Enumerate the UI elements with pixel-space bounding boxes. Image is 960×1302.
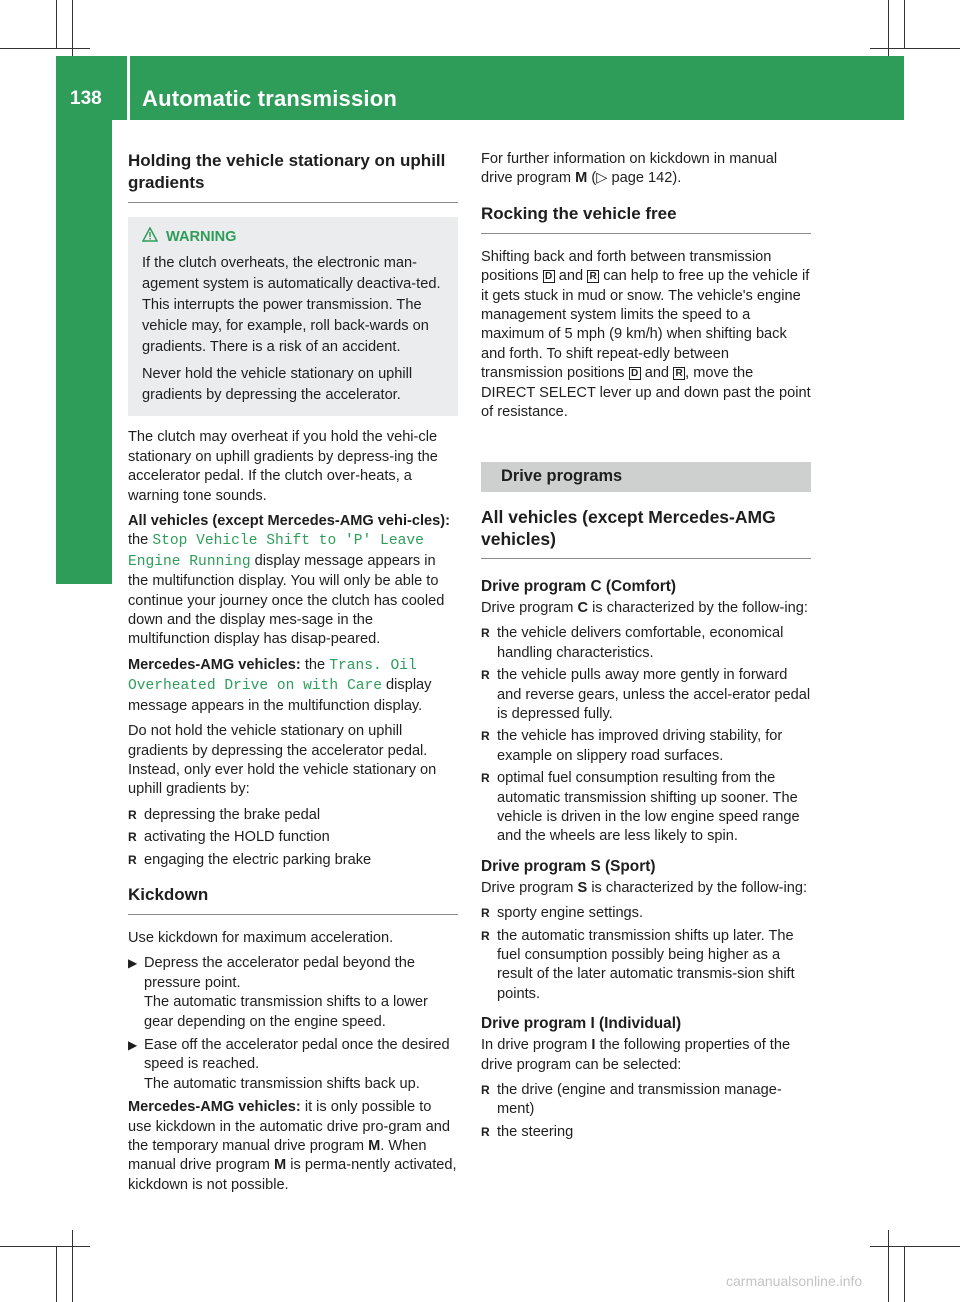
warning-box xyxy=(128,217,458,416)
program-letter: M xyxy=(368,1138,381,1154)
step-result: The automatic transmission shifts to a lower gear depending on the engine speed. xyxy=(144,994,428,1030)
step-text: Ease off the accelerator pedal once the desired speed is reached. xyxy=(144,1036,450,1073)
text: the xyxy=(304,656,326,673)
paragraph xyxy=(128,512,458,650)
section-title-all-vehicles: All vehicles (except Mercedes-AMG vehicles) xyxy=(481,506,776,549)
list-item: R depressing the brake pedal xyxy=(128,806,458,825)
text: and xyxy=(644,365,670,382)
page-title: Automatic transmission xyxy=(142,86,398,111)
program-letter: C xyxy=(577,599,589,616)
paragraph xyxy=(481,248,811,423)
text: Drive program xyxy=(481,879,574,896)
text: , move the DIRECT SELECT lever up and down past the point of resistance. xyxy=(481,365,811,421)
header-divider xyxy=(127,56,130,120)
section-title-holding: Holding the vehicle stationary on uphill gradients xyxy=(128,151,446,192)
text: and xyxy=(558,268,584,285)
crop-mark xyxy=(72,1230,73,1302)
subsection-title-comfort: Drive program C (Comfort) xyxy=(481,577,676,595)
page-reference: (▷ page 142). xyxy=(591,170,682,187)
program-letter: S xyxy=(577,879,588,896)
side-tab-label: Driving and parking xyxy=(84,322,111,548)
text: Shifting back and forth between transmission positions xyxy=(481,248,772,285)
text: is perma-nently activated, kickdown is not possible. xyxy=(128,1157,457,1193)
right-column xyxy=(481,150,811,1148)
crop-mark xyxy=(56,1246,57,1302)
text: is characterized by the follow-ing: xyxy=(591,879,808,896)
step-arrow-icon: ▶ xyxy=(128,956,138,971)
warning-text: Never hold the vehicle stationary on uphill gradients by depressing the accelerator. xyxy=(142,366,413,404)
list-item: R the drive (engine and transmission manage-ment) xyxy=(481,1081,811,1120)
list-item: R activating the HOLD function xyxy=(128,828,458,847)
text: the following properties of the drive program can be selected: xyxy=(481,1037,791,1073)
instruction-step xyxy=(128,1036,458,1094)
section-title-rocking: Rocking the vehicle free xyxy=(481,203,677,223)
crop-mark xyxy=(904,1246,905,1302)
bullet-list xyxy=(481,1081,811,1142)
crop-mark xyxy=(888,0,889,56)
list-item: R optimal fuel consumption resulting from the automatic transmission shifting up sooner. The vehicle is driven in the low engine speed range and the wheels are less likely to spin. xyxy=(481,769,811,847)
warning-text: If the clutch overheats, the electronic man-agement system is automatically deactiva-ted. This interrupts the power transmission. The vehicle may, for example, roll back-wards on gradients. There is a risk of an accident. xyxy=(142,255,441,356)
list-item: R the steering xyxy=(481,1123,811,1142)
paragraph: Use kickdown for maximum acceleration. xyxy=(128,929,394,946)
display-message-code: Trans. Oil Overheated Drive on with Care xyxy=(128,657,417,695)
step-result: The automatic transmission shifts back up. xyxy=(144,1075,420,1092)
section-title-kickdown: Kickdown xyxy=(128,884,209,904)
program-letter: M xyxy=(575,170,588,187)
subsection-title-sport: Drive program S (Sport) xyxy=(481,857,656,875)
paragraph xyxy=(481,1036,811,1075)
instruction-step xyxy=(128,954,458,1032)
section-rule xyxy=(128,914,458,915)
paragraph xyxy=(128,656,458,716)
text: . When manual drive program xyxy=(128,1138,427,1174)
label-bold: Mercedes-AMG vehicles: xyxy=(128,1099,301,1116)
subsection-title-individual: Drive program I (Individual) xyxy=(481,1015,682,1033)
crop-mark xyxy=(888,1230,889,1302)
text: display message appears in the multifunction display. You will only be able to continue your journey once the clutch has cooled down and the display mes-sage in the multifunction display has disap-peared. xyxy=(128,552,445,648)
crop-mark xyxy=(72,0,73,56)
display-message-code: Stop Vehicle Shift to 'P' Leave Engine Running xyxy=(128,533,424,570)
section-rule xyxy=(128,202,458,203)
paragraph xyxy=(481,599,811,618)
section-rule xyxy=(481,233,811,234)
crop-mark xyxy=(870,1246,960,1247)
text: display message appears in the multifunction display. xyxy=(128,677,432,714)
text: For further information on kickdown in manual drive program xyxy=(481,151,778,187)
list-item: R engaging the electric parking brake xyxy=(128,851,458,870)
paragraph xyxy=(481,879,811,898)
list-item: R the automatic transmission shifts up later. The fuel consumption possibly being higher as a result of the later automatic transmis-sion shift points. xyxy=(481,927,811,1005)
gear-d-icon: D xyxy=(629,367,641,380)
page-number: 138 xyxy=(70,88,102,109)
text: can help to free up the vehicle if it gets stuck in mud or snow. The vehicle's engine management system limits the speed to a maximum of 5 mph (9 km/h) when shifting back and forth. To shift repeat-edly between transmission positions xyxy=(481,268,810,382)
warning-heading xyxy=(142,227,444,247)
gear-d-icon: D xyxy=(543,270,555,283)
paragraph xyxy=(481,150,811,189)
text: In drive program xyxy=(481,1037,588,1054)
crop-mark xyxy=(0,48,90,49)
step-arrow-icon: ▶ xyxy=(128,1037,138,1052)
paragraph xyxy=(128,1098,458,1195)
chapter-heading: Drive programs xyxy=(481,462,811,491)
bullet-list xyxy=(128,806,458,870)
section-rule xyxy=(481,558,811,559)
left-column xyxy=(128,150,458,1201)
label-bold: All vehicles (except Mercedes-AMG vehi-cles): xyxy=(128,513,450,530)
crop-mark xyxy=(0,1246,90,1247)
list-item: R sporty engine settings. xyxy=(481,904,811,923)
list-item: R the vehicle has improved driving stability, for example on slippery road surfaces. xyxy=(481,727,811,766)
paragraph: Do not hold the vehicle stationary on uphill gradients by depressing the accelerator pedal. Instead, only ever hold the vehicle stationary on uphill gradients by: xyxy=(128,723,437,798)
bullet-list xyxy=(481,624,811,846)
text: is characterized by the follow-ing: xyxy=(592,599,808,616)
program-letter: M xyxy=(274,1157,287,1174)
program-letter: I xyxy=(591,1037,596,1054)
watermark: carmanualsonline.info xyxy=(726,1273,863,1289)
gear-r-icon: R xyxy=(587,270,599,283)
gear-r-icon: R xyxy=(673,367,685,380)
step-text: Depress the accelerator pedal beyond the pressure point. xyxy=(144,955,415,991)
text: Drive program xyxy=(481,599,574,616)
list-item: R the vehicle pulls away more gently in forward and reverse gears, unless the accel-erator pedal is depressed fully. xyxy=(481,666,811,724)
label-bold: Mercedes-AMG vehicles: xyxy=(128,656,301,673)
crop-mark xyxy=(870,48,960,49)
text: the xyxy=(128,532,149,549)
paragraph: The clutch may overheat if you hold the vehi-cle stationary on uphill gradients by depress-ing the accelerator pedal. If the clutch over-heats, a warning tone sounds. xyxy=(128,429,438,504)
crop-mark xyxy=(56,0,57,48)
crop-mark xyxy=(904,0,905,48)
bullet-list xyxy=(481,904,811,1004)
warning-triangle-icon xyxy=(142,227,160,247)
text: it is only possible to use kickdown in the automatic drive pro-gram and the temporary manual drive program xyxy=(128,1099,451,1154)
warning-label: WARNING xyxy=(166,228,237,245)
list-item: R the vehicle delivers comfortable, economical handling characteristics. xyxy=(481,624,811,663)
